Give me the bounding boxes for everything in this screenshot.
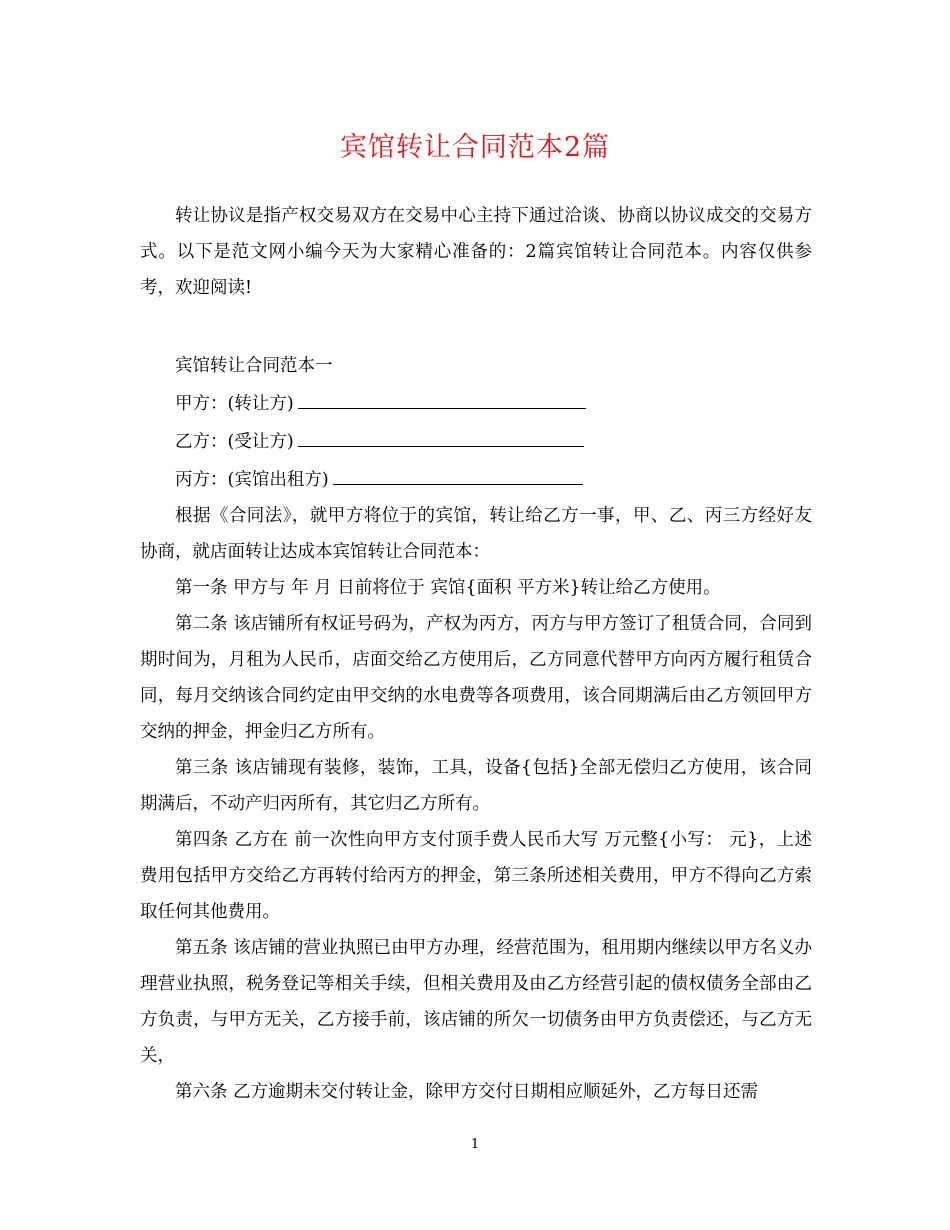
- article-1: 第一条 甲方与 年 月 日前将位于 宾馆{面积 平方米}转让给乙方使用。: [175, 578, 721, 598]
- article-5: 第五条 该店铺的营业执照已由甲方办理，经营范围为，租用期内继续以甲方名义办理营业执照，税务登记等相关手续，但相关费用及由乙方经营引起的债权债务全部由乙方负责，与甲方无关，乙方接手前，该店铺的所欠一切债务由甲方负责偿还，与乙方无关，: [140, 938, 812, 1066]
- article-4: 第四条 乙方在 前一次性向甲方支付顶手费人民币大写 万元整{小写： 元}，上述费用包括甲方交给乙方再转付给丙方的押金，第三条所述相关费用，甲方不得向乙方索取任何其他费用。: [140, 830, 812, 922]
- document-title: 宾馆转让合同范本2篇: [339, 132, 611, 163]
- page-number: 1: [470, 1137, 480, 1152]
- party-c-row: [140, 460, 812, 498]
- document-body: [140, 198, 812, 1110]
- party-b-label: 乙方：(受让方): [175, 432, 294, 452]
- article-3: 第三条 该店铺现有装修，装饰，工具，设备{包括}全部无偿归乙方使用，该合同期满后，不动产归丙所有，其它归乙方所有。: [140, 758, 812, 814]
- party-a-blank: [298, 384, 586, 409]
- paragraph-gap: [140, 306, 812, 348]
- party-b-blank: [298, 422, 584, 447]
- party-c-blank: [333, 460, 583, 485]
- preamble-paragraph: 根据《合同法》，就甲方将位于的宾馆，转让给乙方一事，甲、乙、丙三方经好友协商，就店面转让达成本宾馆转让合同范本：: [140, 506, 812, 562]
- article-6: 第六条 乙方逾期未交付转让金，除甲方交付日期相应顺延外，乙方每日还需: [175, 1082, 759, 1102]
- party-b-row: [140, 422, 812, 460]
- party-a-label: 甲方：(转让方): [175, 394, 294, 414]
- party-a-row: [140, 384, 812, 422]
- section-heading: 宾馆转让合同范本一: [175, 356, 333, 376]
- article-2: 第二条 该店铺所有权证号码为，产权为丙方，丙方与甲方签订了租赁合同，合同到期时间为，月租为人民币，店面交给乙方使用后，乙方同意代替甲方向丙方履行租赁合同，每月交纳该合同约定由甲交纳的水电费等各项费用，该合同期满后由乙方领回甲方交纳的押金，押金归乙方所有。: [140, 614, 812, 742]
- intro-paragraph: 转让协议是指产权交易双方在交易中心主持下通过洽谈、协商以协议成交的交易方式。以下是范文网小编今天为大家精心准备的：2篇宾馆转让合同范本。内容仅供参考，欢迎阅读!: [140, 206, 812, 298]
- party-c-label: 丙方：(宾馆出租方): [175, 470, 329, 490]
